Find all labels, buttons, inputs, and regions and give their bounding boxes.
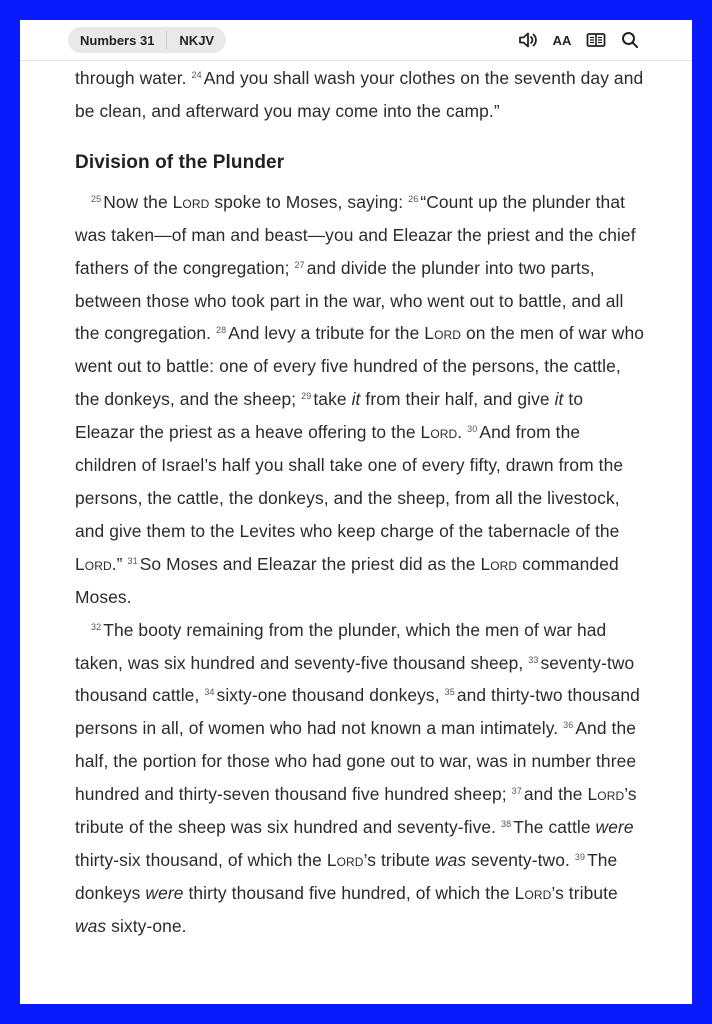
italic-word: was: [75, 915, 107, 936]
lord-small-caps: Lord: [326, 849, 364, 870]
verse-text: ’s tribute: [363, 849, 435, 870]
verse-number[interactable]: 32: [91, 621, 102, 632]
verse-text: sixty-one thousand donkeys,: [216, 685, 445, 706]
verse-text: .: [457, 422, 468, 443]
verse-number[interactable]: 37: [511, 786, 522, 797]
verse-text: from their half, and give: [360, 389, 555, 410]
verse-number[interactable]: 25: [91, 193, 102, 204]
italic-word: were: [595, 817, 634, 838]
verse-text: sixty-one.: [106, 915, 187, 936]
verse-text: thirty-six thousand, of which the: [75, 849, 327, 870]
paragraph-25: [75, 186, 645, 614]
lord-small-caps: Lord: [587, 784, 625, 805]
verse-number[interactable]: 34: [204, 687, 215, 698]
speaker-icon[interactable]: [518, 30, 538, 50]
verse-text: to Eleazar the priest as a heave offering to the: [75, 389, 584, 443]
reader-frame: [20, 20, 692, 1004]
verse-number[interactable]: 35: [444, 687, 455, 698]
verse-text: commanded Moses.: [75, 553, 619, 607]
reader-toolbar: [20, 20, 692, 61]
lord-small-caps: Lord: [172, 191, 210, 212]
verse-text: The booty remaining from the plunder, which the men of war had taken, was six hundred and seventy-five thousand sheep,: [75, 619, 607, 673]
verse-number[interactable]: 29: [301, 391, 312, 402]
verse-text: seventy-two thousand cattle,: [75, 652, 635, 706]
verse-text: .”: [111, 553, 128, 574]
verse-text: spoke to Moses, saying:: [209, 191, 409, 212]
paragraph-intro: [75, 62, 645, 128]
lord-small-caps: Lord: [480, 553, 518, 574]
verse-text: And the half, the portion for those who had gone out to war, was in number three hundred and thirty-seven thousand five hundred sheep;: [75, 718, 637, 805]
verse-number[interactable]: 33: [528, 654, 539, 665]
verse-number[interactable]: 36: [563, 720, 574, 731]
italic-word: were: [145, 882, 184, 903]
verse-number[interactable]: 38: [501, 819, 512, 830]
italic-word: it: [351, 389, 361, 410]
italic-word: was: [434, 849, 467, 870]
version-button[interactable]: NKJV: [179, 32, 215, 48]
verse-text: on the men of war who went out to battle: one of every five hundred of the persons, the cattle, the donkeys, and the sheep;: [75, 323, 645, 410]
verse-text: and the: [523, 784, 588, 805]
verse-number[interactable]: 24: [191, 70, 202, 80]
paragraph-32: [75, 614, 645, 943]
verse-23-text: through water.: [75, 68, 192, 88]
verse-number[interactable]: 27: [294, 259, 305, 270]
verse-text: The cattle: [513, 817, 596, 838]
verse-text: ’s tribute of the sheep was six hundred and seventy-five.: [75, 784, 637, 838]
verse-text: ’s tribute: [551, 882, 618, 903]
verse-number[interactable]: 39: [574, 851, 586, 862]
verse-number[interactable]: 28: [216, 325, 227, 336]
lord-small-caps: Lord: [420, 422, 458, 443]
toolbar-actions: [518, 30, 640, 50]
book-chapter-button[interactable]: Numbers 31: [80, 32, 155, 48]
verse-text: and divide the plunder into two parts, between those who took part in the war, who went out to battle, and all the congregation.: [75, 257, 624, 344]
verse-text: and thirty-two thousand persons in all, of women who had not known a man intimately.: [75, 685, 640, 739]
verse-number[interactable]: 30: [467, 424, 478, 435]
verse-text: “Count up the plunder that was taken—of man and beast—you and Eleazar the priest and the chief fathers of the congregation;: [75, 191, 636, 278]
lord-small-caps: Lord: [514, 882, 552, 903]
verse-text: seventy-two.: [466, 849, 575, 870]
verse-24-text: And you shall wash your clothes on the seventh day and be clean, and afterward you may come into the camp.”: [75, 68, 644, 121]
verse-text: So Moses and Eleazar the priest did as the: [139, 553, 481, 574]
scripture-text: [75, 60, 645, 943]
verse-number[interactable]: 31: [127, 555, 138, 566]
book-icon[interactable]: [586, 30, 606, 50]
verse-text: thirty thousand five hundred, of which the: [183, 882, 515, 903]
verse-text: take: [313, 389, 352, 410]
text-size-icon[interactable]: AA: [552, 32, 572, 48]
section-heading: Division of the Plunder: [75, 151, 285, 173]
verse-text: Now the: [103, 191, 173, 212]
reference-selector: [68, 27, 226, 53]
verse-text: And from the children of Israel’s half you shall take one of every fifty, drawn from the persons, the cattle, the donkeys, and the sheep, from all the livestock, and give them to the Levites who keep charge of the tabernacle of the: [75, 422, 624, 541]
lord-small-caps: Lord: [424, 323, 462, 344]
verse-text: And levy a tribute for the: [228, 323, 425, 344]
search-icon[interactable]: [620, 30, 640, 50]
italic-word: it: [554, 389, 564, 410]
verse-number[interactable]: 26: [408, 193, 419, 204]
verse-text: The donkeys: [75, 849, 618, 903]
lord-small-caps: Lord: [75, 553, 112, 574]
